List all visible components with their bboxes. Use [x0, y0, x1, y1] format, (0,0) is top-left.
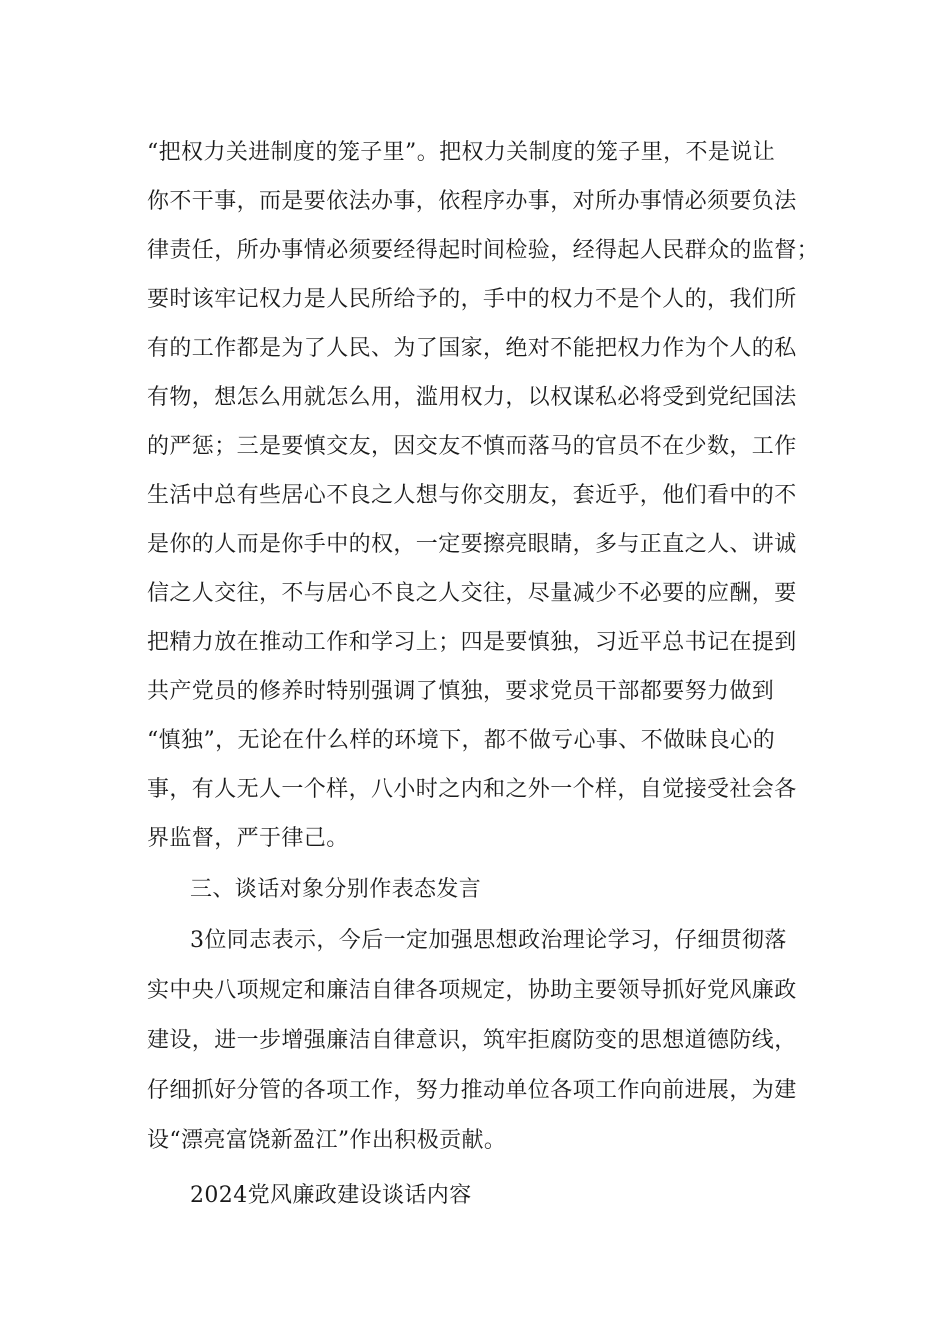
text-line: 设“漂亮富饶新盈江”作出积极贡献。: [147, 1128, 507, 1153]
text-line: 仔细抓好分管的各项工作，努力推动单位各项工作向前进展，为建: [147, 1078, 797, 1103]
text-line: 你不干事，而是要依法办事，依程序办事，对所办事情必须要负法: [147, 189, 797, 214]
text-line: 是你的人而是你手中的权，一定要擦亮眼睛，多与正直之人、讲诚: [147, 532, 797, 557]
text-line: 实中央八项规定和廉洁自律各项规定，协助主要领导抓好党风廉政: [147, 978, 797, 1003]
text-line: 把精力放在推动工作和学习上；四是要慎独，习近平总书记在提到: [147, 630, 797, 655]
text-line: 事，有人无人一个样，八小时之内和之外一个样，自觉接受社会各: [147, 777, 797, 802]
text-line: 生活中总有些居心不良之人想与你交朋友，套近乎，他们看中的不: [147, 483, 797, 508]
text-line: 3位同志表示，今后一定加强思想政治理论学习，仔细贯彻落: [190, 928, 787, 953]
text-line: 的严惩；三是要慎交友，因交友不慎而落马的官员不在少数，工作: [147, 434, 797, 459]
text-line: 共产党员的修养时特别强调了慎独，要求党员干部都要努力做到: [147, 679, 775, 704]
text-line: 要时该牢记权力是人民所给予的，手中的权力不是个人的，我们所: [147, 287, 797, 312]
text-line: 界监督，严于律己。: [147, 826, 349, 851]
text-line: 信之人交往，不与居心不良之人交往，尽量减少不必要的应酬，要: [147, 581, 797, 606]
text-line: “慎独”，无论在什么样的环境下，都不做亏心事、不做昧良心的: [147, 728, 776, 753]
text-line: 有的工作都是为了人民、为了国家，绝对不能把权力作为个人的私: [147, 336, 797, 361]
text-line: 有物，想怎么用就怎么用，滥用权力，以权谋私必将受到党纪国法: [147, 385, 797, 410]
closing-title: 2024党风廉政建设谈话内容: [190, 1183, 472, 1208]
text-line: 建设，进一步增强廉洁自律意识，筑牢拒腐防变的思想道德防线，: [147, 1028, 797, 1053]
text-line: “把权力关进制度的笼子里”。把权力关制度的笼子里，不是说让: [147, 140, 776, 165]
section-heading: 三、谈话对象分别作表态发言: [190, 877, 482, 902]
text-line: 律责任，所办事情必须要经得起时间检验，经得起人民群众的监督；: [147, 238, 820, 263]
